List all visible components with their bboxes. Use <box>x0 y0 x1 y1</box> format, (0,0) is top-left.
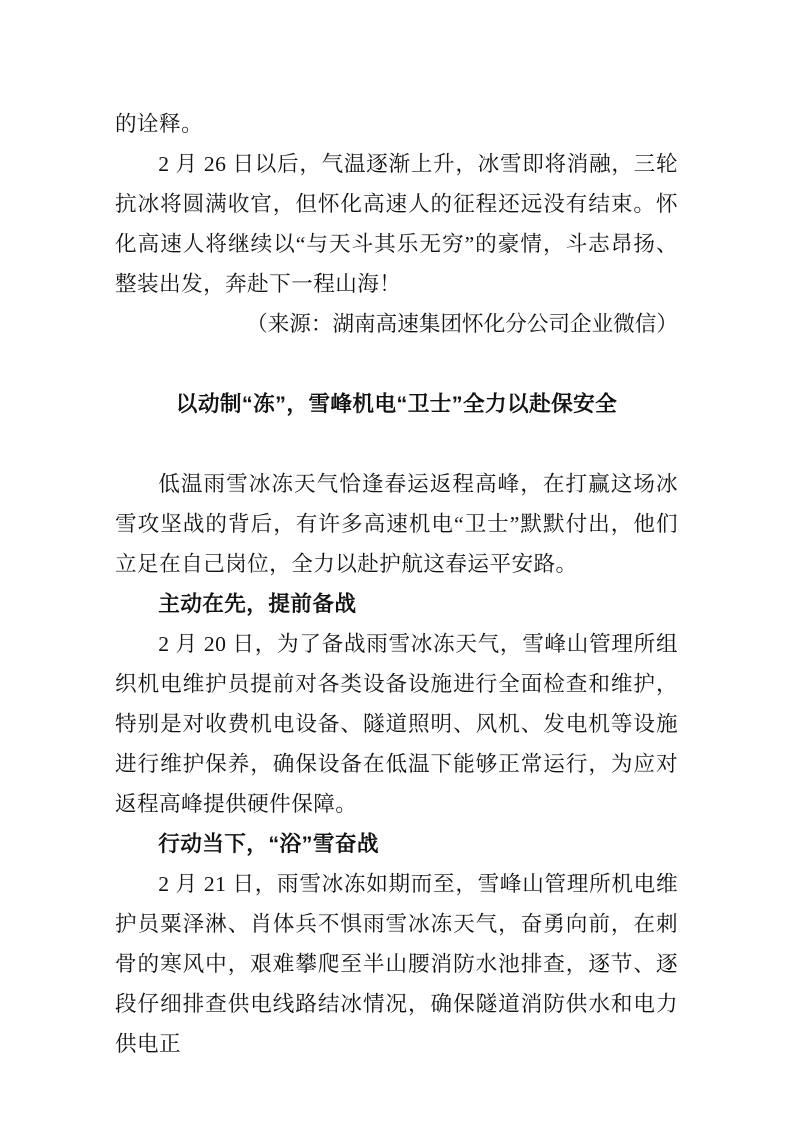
section-body-prepare: 2 月 20 日，为了备战雨雪冰冻天气，雪峰山管理所组织机电维护员提前对各类设备设施进行全面检查和维护，特别是对收费机电设备、隧道照明、风机、发电机等设施进行维护保养，确保设备在低温下能够正常运行，为应对返程高峰提供硬件保障。 <box>115 632 678 816</box>
section-heading-prepare: 主动在先，提前备战 <box>158 591 357 616</box>
article-title: 以动制“冻”，雪峰机电“卫士”全力以赴保安全 <box>175 391 618 416</box>
article-intro-paragraph: 低温雨雪冰冻天气恰逢春运返程高峰，在打赢这场冰雪攻坚战的背后，有许多高速机电“卫士”默默付出，他们立足在自己岗位，全力以赴护航这春运平安路。 <box>115 472 678 576</box>
paragraph-closing: 2 月 26 日以后，气温逐渐上升，冰雪即将消融，三轮抗冰将圆满收官，但怀化高速人的征程还远没有结束。怀化高速人将继续以“与天斗其乐无穷”的豪情，斗志昂扬、整装出发，奔赴下一程山海！ <box>115 152 678 296</box>
source-attribution: （来源：湖南高速集团怀化分公司企业微信） <box>246 312 678 336</box>
section-body-action: 2 月 21 日，雨雪冰冻如期而至，雪峰山管理所机电维护员粟泽淋、肖体兵不惧雨雪冰冻天气，奋勇向前，在刺骨的寒风中，艰难攀爬至半山腰消防水池排查，逐节、逐段仔细排查供电线路结冰情况，确保隧道消防供水和电力供电正 <box>115 872 678 1056</box>
section-heading-action: 行动当下，“浴”雪奋战 <box>158 831 379 856</box>
paragraph-continuation: 的诠释。 <box>115 112 204 136</box>
